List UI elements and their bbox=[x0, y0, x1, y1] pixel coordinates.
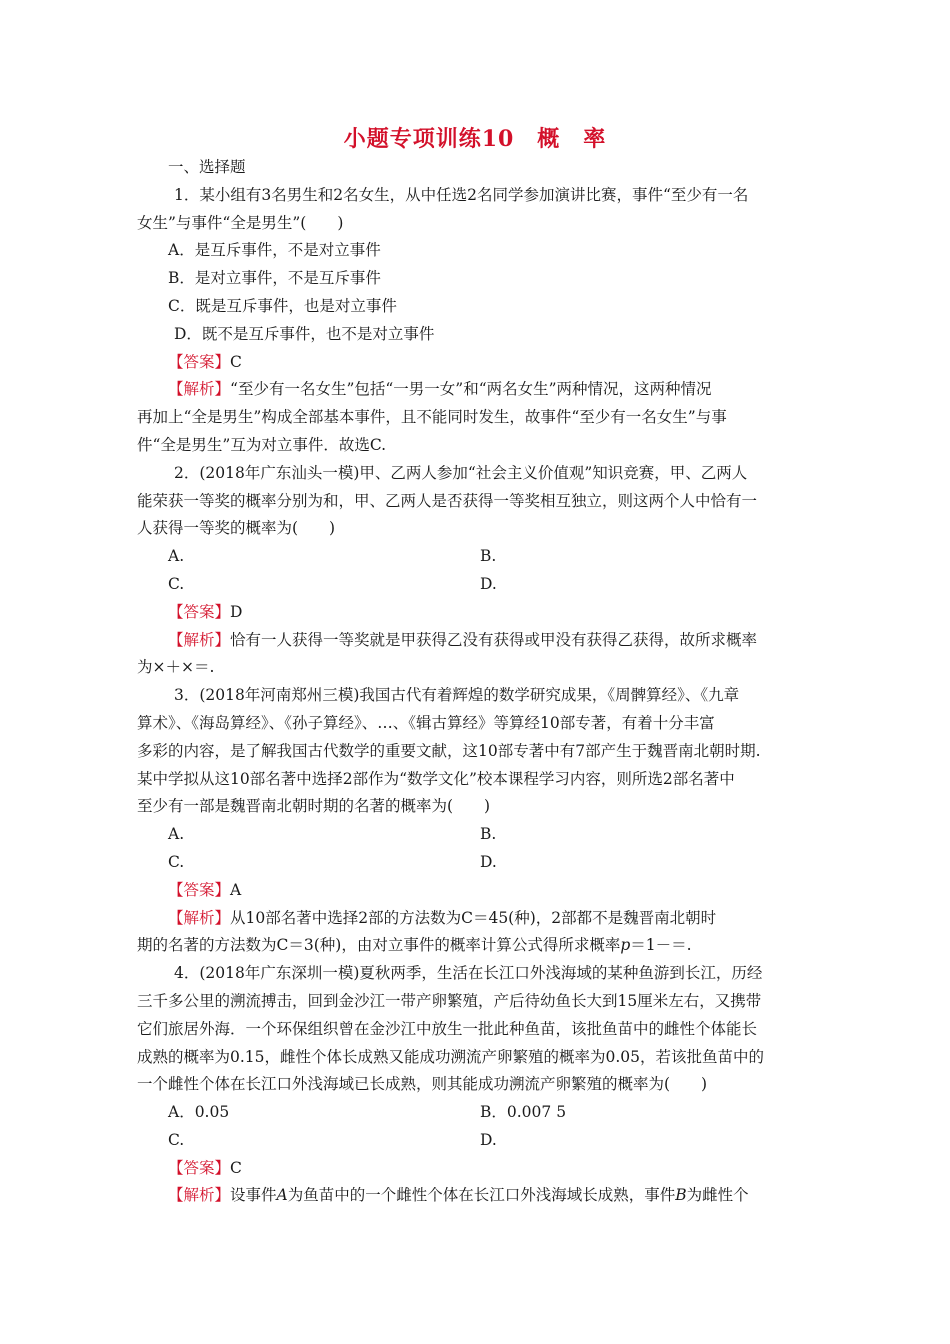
q1-option-b: B．是对立事件，不是互斥事件 bbox=[168, 269, 381, 288]
q3-option-d: D. bbox=[480, 852, 497, 871]
q2-stem-line: 2．(2018年广东汕头一模)甲、乙两人参加“社会主义价值观”知识竞赛，甲、乙两人 bbox=[174, 463, 748, 482]
q1-option-c: C．既是互斥事件，也是对立事件 bbox=[168, 296, 397, 315]
q3-options-row bbox=[137, 849, 817, 877]
q4-stem-line: 它们旅居外海．一个环保组织曾在金沙江中放生一批此种鱼苗，该批鱼苗中的雌性个体能长 bbox=[137, 1019, 758, 1038]
q2-stem-line: 人获得一等奖的概率为( ) bbox=[137, 519, 336, 538]
analysis-text: ＝1－＝. bbox=[630, 936, 692, 955]
answer-value: D bbox=[230, 602, 243, 621]
q3-analysis-line bbox=[137, 905, 817, 933]
analysis-text: 期的名著的方法数为C＝3(种)，由对立事件的概率计算公式得所求概率 bbox=[137, 936, 621, 955]
q3-stem-line: 多彩的内容，是了解我国古代数学的重要文献，这10部专著中有7部产生于魏晋南北朝时期. bbox=[137, 741, 761, 760]
q4-option-d: D. bbox=[480, 1130, 497, 1149]
answer-value: C bbox=[230, 352, 242, 371]
q4-option-c: C. bbox=[168, 1130, 185, 1149]
answer-tag: 【答案】 bbox=[168, 352, 231, 371]
q2-option-a: A. bbox=[168, 547, 185, 566]
q4-option-b: B．0.007 5 bbox=[480, 1103, 567, 1122]
q2-option-c: C. bbox=[168, 574, 185, 593]
q2-analysis-line bbox=[137, 627, 817, 655]
analysis-tag: 【解析】 bbox=[168, 1186, 231, 1205]
q4-option-a: A．0.05 bbox=[168, 1103, 230, 1122]
analysis-text: 从10部名著中选择2部的方法数为C＝45(种)，2部都不是魏晋南北朝时 bbox=[230, 908, 717, 927]
math-variable: p bbox=[620, 936, 631, 955]
q2-options-row bbox=[137, 543, 817, 571]
answer-value: A bbox=[230, 880, 242, 899]
analysis-tag: 【解析】 bbox=[168, 630, 231, 649]
document-body bbox=[137, 154, 817, 1210]
q2-answer bbox=[137, 599, 817, 627]
q1-answer bbox=[137, 349, 817, 377]
page-title: 小题专项训练10 概 率 bbox=[343, 126, 607, 152]
q4-stem-line: 三千多公里的溯流搏击，回到金沙江一带产卵繁殖，产后待幼鱼长大到15厘米左右，又携带 bbox=[137, 991, 762, 1010]
q3-stem-line: 算术》、《海岛算经》、《孙子算经》、…、《辑古算经》等算经10部专著，有着十分丰富 bbox=[137, 713, 715, 732]
q2-options-row bbox=[137, 571, 817, 599]
answer-tag: 【答案】 bbox=[168, 1158, 231, 1177]
q3-option-b: B. bbox=[480, 825, 497, 844]
analysis-text: 为鱼苗中的一个雌性个体在长江口外浅海域长成熟，事件 bbox=[287, 1186, 676, 1205]
analysis-text: 恰有一人获得一等奖就是甲获得乙没有获得或甲没有获得乙获得，故所求概率 bbox=[230, 630, 758, 649]
analysis-text: 设事件 bbox=[230, 1186, 277, 1205]
q1-option-a: A．是互斥事件，不是对立事件 bbox=[168, 241, 381, 260]
math-variable: A bbox=[276, 1186, 288, 1205]
q4-stem-line: 成熟的概率为0.15，雌性个体长成熟又能成功溯流产卵繁殖的概率为0.05，若该批鱼苗中的 bbox=[137, 1047, 765, 1066]
answer-tag: 【答案】 bbox=[168, 602, 231, 621]
math-variable: B bbox=[675, 1186, 687, 1205]
q3-option-c: C. bbox=[168, 852, 185, 871]
analysis-text: 为雌性个 bbox=[686, 1186, 749, 1205]
q1-analysis-line: 再加上“全是男生”构成全部基本事件，且不能同时发生，故事件“至少有一名女生”与事 bbox=[137, 408, 727, 427]
q2-stem-line: 能荣获一等奖的概率分别为和，甲、乙两人是否获得一等奖相互独立，则这两个人中恰有一 bbox=[137, 491, 758, 510]
q2-analysis-line: 为×＋×＝. bbox=[137, 658, 215, 677]
q4-answer bbox=[137, 1155, 817, 1183]
analysis-tag: 【解析】 bbox=[168, 908, 231, 927]
q1-analysis-line: 件“全是男生”互为对立事件．故选C. bbox=[137, 435, 387, 454]
q4-options-row bbox=[137, 1099, 817, 1127]
analysis-text: “至少有一名女生”包括“一男一女”和“两名女生”两种情况，这两种情况 bbox=[230, 380, 712, 399]
q3-analysis-line bbox=[137, 932, 817, 960]
q1-stem-line: 女生”与事件“全是男生”( ) bbox=[137, 213, 344, 232]
q3-stem-line: 某中学拟从这10部名著中选择2部作为“数学文化”校本课程学习内容，则所选2部名著中 bbox=[137, 769, 735, 788]
q3-stem-line: 至少有一部是魏晋南北朝时期的名著的概率为( ) bbox=[137, 797, 491, 816]
q3-answer bbox=[137, 877, 817, 905]
analysis-tag: 【解析】 bbox=[168, 380, 231, 399]
answer-value: C bbox=[230, 1158, 242, 1177]
q4-analysis-line bbox=[137, 1182, 817, 1210]
section-heading: 一、选择题 bbox=[168, 158, 246, 176]
q1-option-d: D．既不是互斥事件，也不是对立事件 bbox=[174, 324, 435, 343]
answer-tag: 【答案】 bbox=[168, 880, 231, 899]
q2-option-b: B. bbox=[480, 547, 497, 566]
q2-option-d: D. bbox=[480, 574, 497, 593]
q4-stem-line: 一个雌性个体在长江口外浅海域已长成熟，则其能成功溯流产卵繁殖的概率为( ) bbox=[137, 1075, 708, 1094]
q1-analysis-line bbox=[137, 376, 817, 404]
q3-stem-line: 3．(2018年河南郑州三模)我国古代有着辉煌的数学研究成果，《周髀算经》、《九章 bbox=[174, 686, 740, 705]
q3-options-row bbox=[137, 821, 817, 849]
q3-option-a: A. bbox=[168, 825, 185, 844]
q1-stem-line: 1．某小组有3名男生和2名女生，从中任选2名同学参加演讲比赛，事件“至少有一名 bbox=[174, 185, 749, 204]
q4-stem-line: 4．(2018年广东深圳一模)夏秋两季，生活在长江口外浅海域的某种鱼游到长江，历经 bbox=[174, 964, 763, 983]
q4-options-row bbox=[137, 1127, 817, 1155]
